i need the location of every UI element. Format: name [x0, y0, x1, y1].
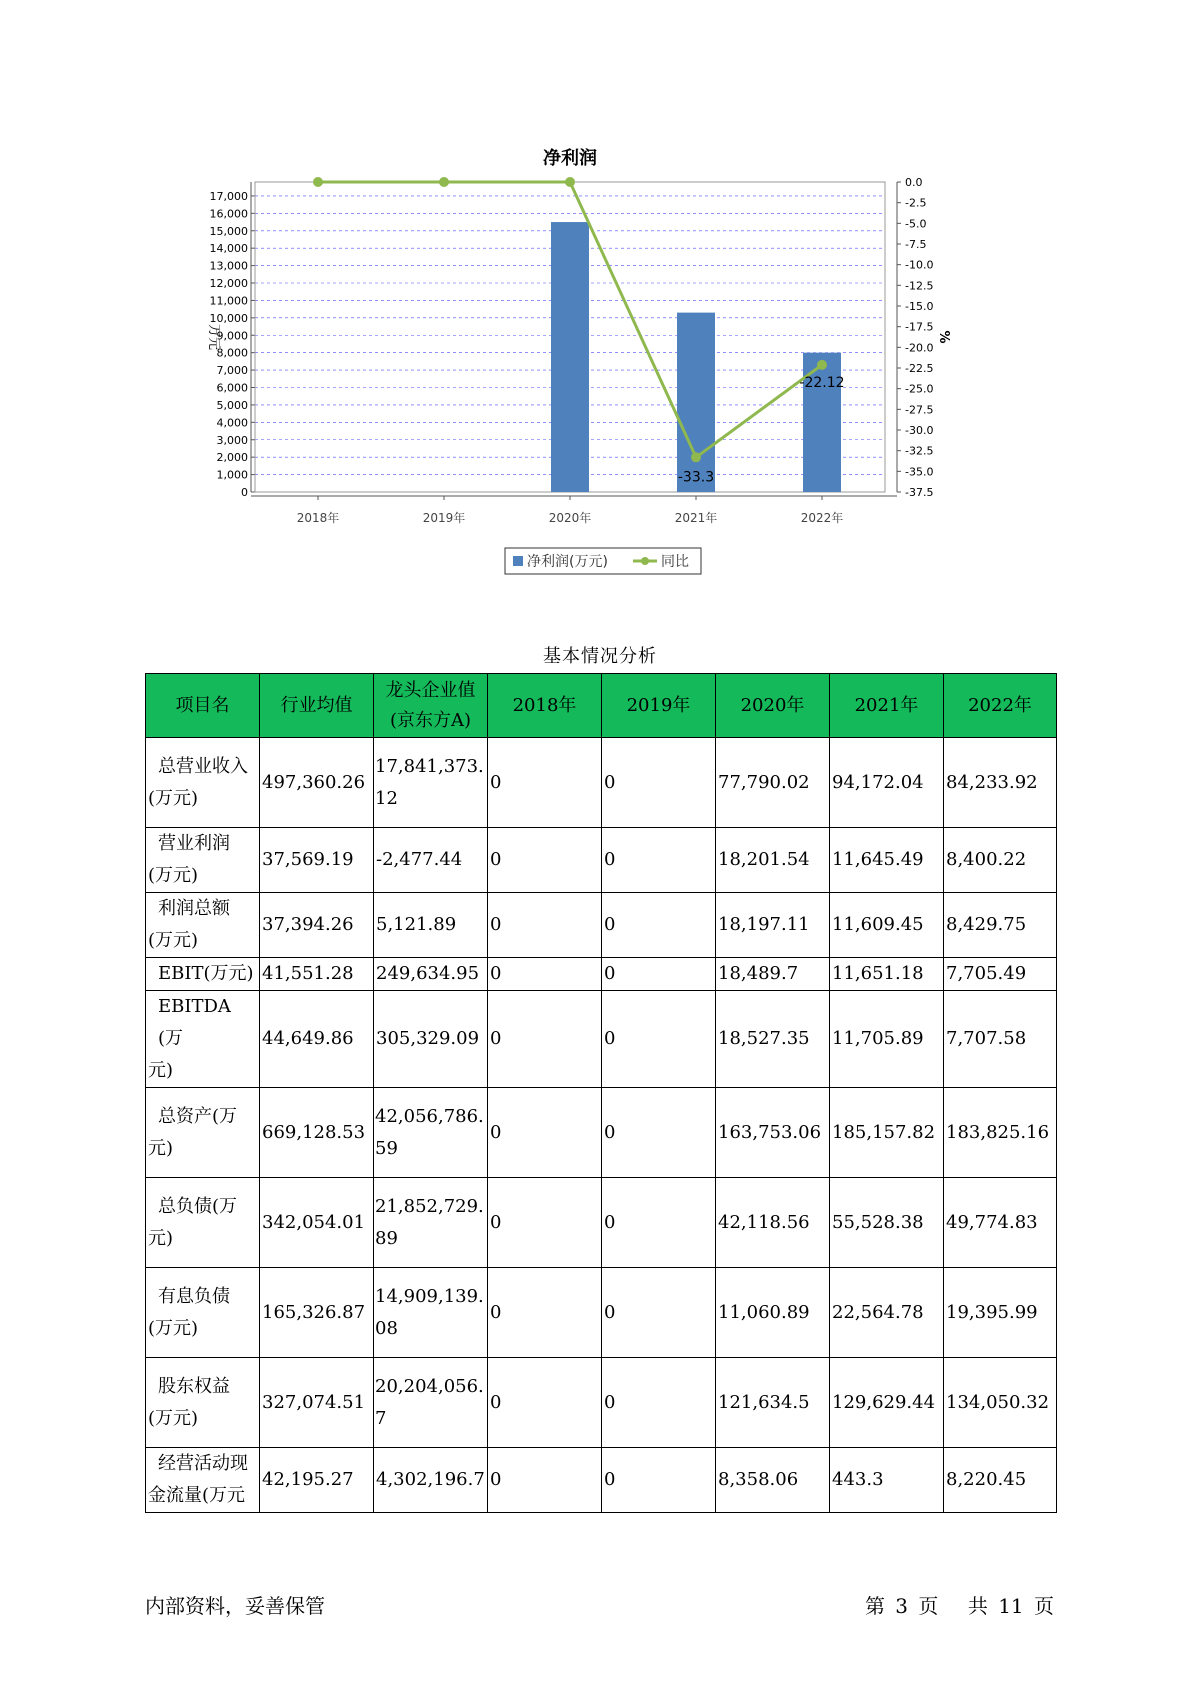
row-value-2018: 0: [488, 893, 602, 958]
row-leader-value: 249,634.95: [374, 958, 488, 991]
legend-swatch-bar: [513, 556, 523, 566]
x-tick-label: 2018年: [296, 511, 340, 525]
row-item-name-line1: 经营活动现: [158, 1453, 248, 1474]
y2-tick-label: -7.5: [905, 238, 927, 251]
table-header-row: [146, 674, 1057, 738]
y-axis-label: 万元: [206, 323, 221, 351]
row-value-2022: 8,429.75: [944, 893, 1057, 958]
table-row: [146, 1268, 1057, 1358]
y-tick-label: 13,000: [209, 259, 248, 273]
row-item-name-line1: 股东权益: [158, 1375, 230, 1397]
y-tick-label: 3,000: [216, 433, 248, 447]
y2-tick-label: -25.0: [905, 382, 934, 396]
row-value-2022: 8,220.45: [944, 1448, 1057, 1513]
x-tick-label: 2020年: [548, 511, 592, 525]
page-number: [863, 1590, 1056, 1619]
y-tick-label: 10,000: [209, 311, 248, 325]
bar-net-profit: [551, 222, 589, 492]
legend-label-line: 同比: [661, 554, 689, 570]
x-tick-label: 2019年: [422, 511, 466, 525]
row-value-2022: 84,233.92: [944, 738, 1057, 828]
line-point-yoy: [439, 177, 449, 187]
row-leader-value: 20,204,056.7: [374, 1358, 488, 1448]
row-item-name-line2: 元): [148, 1227, 174, 1249]
y-tick-label: 4,000: [216, 416, 248, 430]
row-item-name: [146, 893, 260, 958]
table-row: [146, 1448, 1057, 1513]
row-value-2021: 22,564.78: [830, 1268, 944, 1358]
header-leader-value: [374, 674, 488, 738]
row-item-name-line1: 总资产(万: [158, 1105, 238, 1127]
header-2018: 2018年: [488, 674, 602, 738]
row-item-name-line2: 元): [148, 1060, 174, 1081]
page-prefix: 第: [864, 1594, 885, 1618]
row-item-name: [146, 738, 260, 828]
table-body: [146, 738, 1057, 1513]
row-value-2019: 0: [602, 1358, 716, 1448]
row-value-2021: 129,629.44: [830, 1358, 944, 1448]
y2-tick-label: -17.5: [905, 320, 934, 334]
header-leader-line2: (京东方A): [389, 709, 472, 731]
row-value-2019: 0: [602, 738, 716, 828]
row-item-name: [146, 991, 260, 1088]
row-item-name: [146, 828, 260, 893]
y-tick-label: 7,000: [216, 364, 248, 378]
y-tick-label: 14,000: [209, 242, 248, 256]
header-2020: 2020年: [716, 674, 830, 738]
table-caption: 基本情况分析: [543, 646, 657, 667]
row-item-name-line1: 有息负债: [158, 1285, 230, 1307]
basic-analysis-table: [145, 673, 1057, 1513]
row-value-2022: 134,050.32: [944, 1358, 1057, 1448]
row-value-2020: 18,489.7: [716, 958, 830, 991]
row-value-2021: 11,651.18: [830, 958, 944, 991]
y-tick-label: 9,000: [216, 329, 248, 343]
row-item-name-line1: 营业利润: [158, 833, 230, 854]
row-item-name-line1: EBITDA(万: [158, 996, 231, 1049]
row-value-2019: 0: [602, 828, 716, 893]
row-item-name-line2: (万元): [148, 787, 199, 809]
y-tick-label: 11,000: [209, 294, 248, 308]
row-item-name-line1: 总营业收入: [158, 755, 248, 777]
y-tick-label: 8,000: [216, 346, 248, 360]
row-value-2020: 163,753.06: [716, 1088, 830, 1178]
y2-tick-label: -10.0: [905, 258, 934, 272]
y-tick-label: 6,000: [216, 381, 248, 395]
row-value-2021: 11,645.49: [830, 828, 944, 893]
row-industry-avg: 327,074.51: [260, 1358, 374, 1448]
line-point-yoy: [817, 360, 827, 370]
row-value-2022: 183,825.16: [944, 1088, 1057, 1178]
y2-tick-label: -37.5: [905, 486, 934, 499]
row-value-2021: 443.3: [830, 1448, 944, 1513]
y2-tick-label: -35.0: [905, 465, 934, 479]
row-item-name: [146, 1448, 260, 1513]
data-label: -33.3: [677, 469, 715, 486]
row-value-2022: 49,774.83: [944, 1178, 1057, 1268]
y-tick-label: 15,000: [209, 224, 248, 238]
x-tick-label: 2022年: [800, 511, 844, 525]
row-industry-avg: 37,394.26: [260, 893, 374, 958]
row-value-2018: 0: [488, 738, 602, 828]
x-tick-label: 2021年: [674, 511, 718, 525]
net-profit-chart: [170, 130, 970, 590]
y-tick-label: 2,000: [216, 451, 248, 465]
row-item-name-line1: EBIT(万元): [158, 963, 254, 984]
row-industry-avg: 669,128.53: [260, 1088, 374, 1178]
row-value-2019: 0: [602, 1268, 716, 1358]
page-total-prefix: 共: [967, 1594, 988, 1618]
row-leader-value: 21,852,729.89: [374, 1178, 488, 1268]
row-item-name: [146, 1358, 260, 1448]
y2-tick-label: -32.5: [905, 444, 934, 458]
row-leader-value: 42,056,786.59: [374, 1088, 488, 1178]
row-value-2019: 0: [602, 1178, 716, 1268]
y-tick-label: 0: [241, 486, 248, 499]
row-leader-value: 5,121.89: [374, 893, 488, 958]
row-value-2018: 0: [488, 1448, 602, 1513]
y-tick-label: 12,000: [209, 277, 248, 291]
row-value-2022: 19,395.99: [944, 1268, 1057, 1358]
row-item-name-line2: (万元): [148, 1317, 199, 1339]
row-item-name: [146, 1268, 260, 1358]
y2-tick-label: -12.5: [905, 279, 934, 293]
data-label: -22.12: [799, 374, 845, 391]
confidential-note: 内部资料，妥善保管: [145, 1594, 325, 1618]
row-item-name-line2: (万元): [148, 1407, 199, 1429]
row-item-name-line2: (万元): [148, 930, 199, 951]
row-value-2021: 11,705.89: [830, 991, 944, 1088]
y2-tick-label: 0.0: [905, 176, 923, 189]
table-row: [146, 738, 1057, 828]
row-value-2022: 8,400.22: [944, 828, 1057, 893]
line-point-yoy: [313, 177, 323, 187]
table-row: [146, 958, 1057, 991]
header-item-name: 项目名: [146, 674, 260, 738]
row-value-2019: 0: [602, 991, 716, 1088]
y-tick-label: 5,000: [216, 398, 248, 412]
row-item-name-line1: 利润总额: [158, 898, 230, 919]
row-value-2018: 0: [488, 1358, 602, 1448]
y2-tick-label: -20.0: [905, 341, 934, 355]
row-value-2022: 7,707.58: [944, 991, 1057, 1088]
line-point-yoy: [565, 177, 575, 187]
bar-net-profit: [677, 313, 715, 492]
row-value-2018: 0: [488, 1178, 602, 1268]
y2-axis-label: %: [936, 330, 951, 344]
table-row: [146, 828, 1057, 893]
row-industry-avg: 497,360.26: [260, 738, 374, 828]
page-current: 3: [895, 1594, 909, 1618]
row-leader-value: 4,302,196.7: [374, 1448, 488, 1513]
row-value-2021: 55,528.38: [830, 1178, 944, 1268]
y2-tick-label: -15.0: [905, 300, 934, 313]
row-value-2020: 11,060.89: [716, 1268, 830, 1358]
row-leader-value: -2,477.44: [374, 828, 488, 893]
row-industry-avg: 44,649.86: [260, 991, 374, 1088]
row-item-name: [146, 958, 260, 991]
row-industry-avg: 37,569.19: [260, 828, 374, 893]
row-item-name: [146, 1178, 260, 1268]
row-value-2021: 185,157.82: [830, 1088, 944, 1178]
chart-title: 净利润: [543, 148, 597, 169]
row-value-2020: 42,118.56: [716, 1178, 830, 1268]
row-item-name-line1: 总负债(万: [158, 1195, 238, 1217]
page-total: 11: [998, 1594, 1024, 1618]
row-value-2022: 7,705.49: [944, 958, 1057, 991]
row-value-2020: 18,197.11: [716, 893, 830, 958]
row-item-name-line2: 元): [148, 1137, 174, 1159]
row-industry-avg: 42,195.27: [260, 1448, 374, 1513]
row-value-2019: 0: [602, 1088, 716, 1178]
row-industry-avg: 165,326.87: [260, 1268, 374, 1358]
row-value-2021: 11,609.45: [830, 893, 944, 958]
legend-swatch-point: [641, 557, 649, 565]
line-point-yoy: [691, 452, 701, 462]
header-2022: 2022年: [944, 674, 1057, 738]
row-value-2019: 0: [602, 893, 716, 958]
row-value-2020: 8,358.06: [716, 1448, 830, 1513]
row-item-name: [146, 1088, 260, 1178]
legend-label-bar: 净利润(万元): [527, 554, 608, 570]
header-2019: 2019年: [602, 674, 716, 738]
chart-svg: [170, 130, 970, 590]
row-value-2018: 0: [488, 958, 602, 991]
row-value-2018: 0: [488, 991, 602, 1088]
y2-tick-label: -30.0: [905, 424, 934, 437]
y-tick-label: 1,000: [216, 468, 248, 482]
page-mid: 页: [918, 1594, 939, 1618]
table-row: [146, 1358, 1057, 1448]
table-row: [146, 893, 1057, 958]
table-row: [146, 1088, 1057, 1178]
row-item-name-line2: (万元): [148, 865, 199, 886]
row-industry-avg: 41,551.28: [260, 958, 374, 991]
y2-tick-label: -5.0: [905, 217, 927, 231]
header-industry-avg: 行业均值: [260, 674, 374, 738]
y2-tick-label: -27.5: [905, 403, 934, 417]
y2-tick-label: -22.5: [905, 362, 934, 375]
row-value-2020: 121,634.5: [716, 1358, 830, 1448]
row-value-2020: 77,790.02: [716, 738, 830, 828]
y-tick-label: 16,000: [209, 207, 248, 221]
table-row: [146, 991, 1057, 1088]
y-tick-label: 17,000: [209, 189, 248, 203]
row-leader-value: 14,909,139.08: [374, 1268, 488, 1358]
row-value-2018: 0: [488, 1268, 602, 1358]
table-row: [146, 1178, 1057, 1268]
y2-tick-label: -2.5: [905, 196, 927, 210]
row-value-2019: 0: [602, 958, 716, 991]
row-item-name-line2: 金流量(万元: [148, 1485, 246, 1506]
row-leader-value: 17,841,373.12: [374, 738, 488, 828]
row-value-2020: 18,201.54: [716, 828, 830, 893]
header-leader-line1: 龙头企业值: [385, 679, 476, 701]
row-industry-avg: 342,054.01: [260, 1178, 374, 1268]
row-value-2018: 0: [488, 1088, 602, 1178]
page-suffix: 页: [1034, 1594, 1054, 1618]
header-2021: 2021年: [830, 674, 944, 738]
row-value-2021: 94,172.04: [830, 738, 944, 828]
row-leader-value: 305,329.09: [374, 991, 488, 1088]
row-value-2019: 0: [602, 1448, 716, 1513]
row-value-2018: 0: [488, 828, 602, 893]
row-value-2020: 18,527.35: [716, 991, 830, 1088]
